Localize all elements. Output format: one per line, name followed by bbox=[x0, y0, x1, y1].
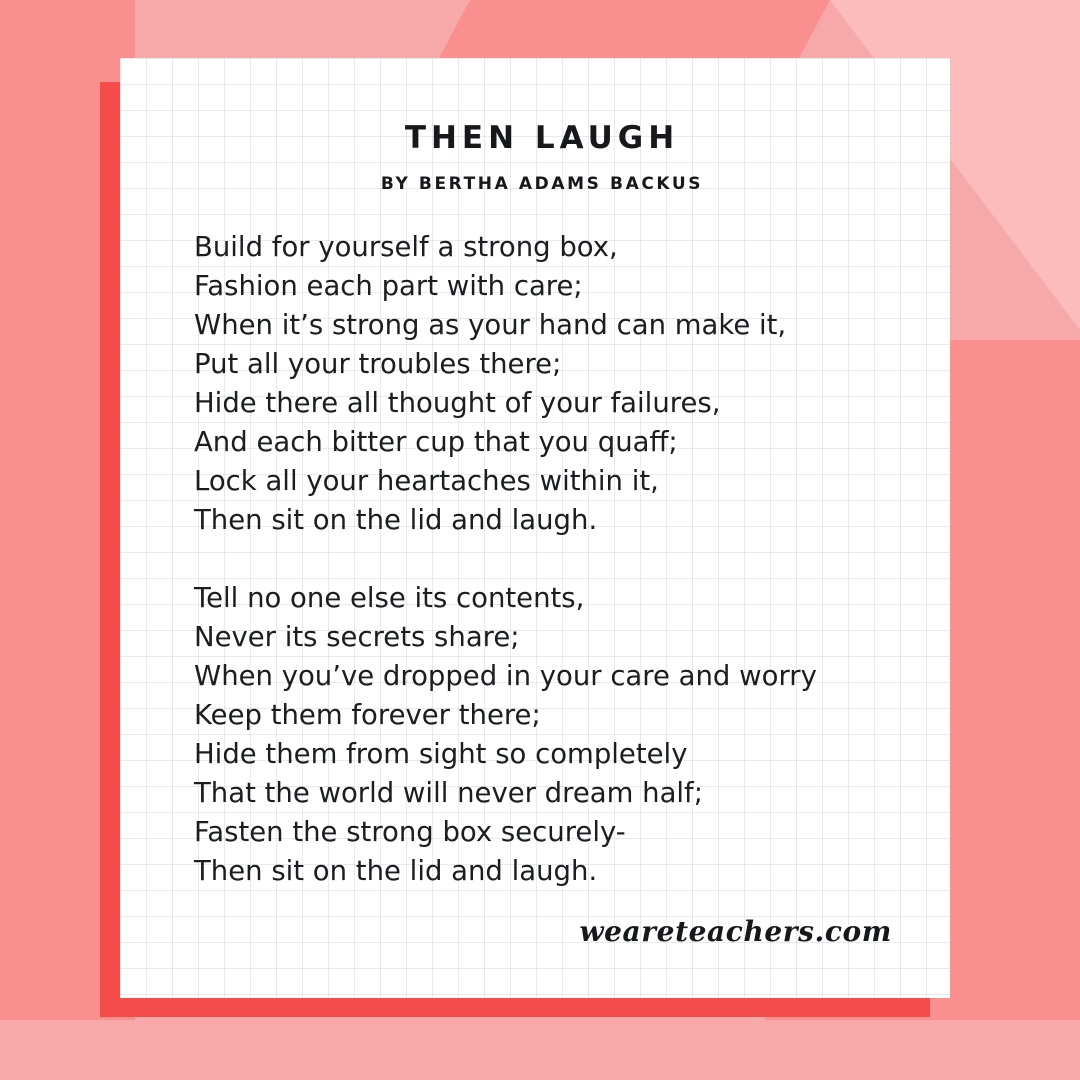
poem-line: Put all your troubles there; bbox=[194, 348, 562, 380]
poem-line: Fasten the strong box securely- bbox=[194, 816, 626, 848]
poem-line: Hide there all thought of your failures, bbox=[194, 387, 721, 419]
poem-line: Hide them from sight so completely bbox=[194, 738, 688, 770]
page-title: THEN LAUGH bbox=[404, 120, 680, 156]
poem-line: Keep them forever there; bbox=[194, 699, 541, 731]
background-strip-bottom bbox=[0, 1020, 1080, 1080]
poem-card bbox=[120, 58, 950, 998]
poem-stanza bbox=[194, 579, 892, 891]
poem-line: Fashion each part with care; bbox=[194, 270, 583, 302]
poem-line: When it’s strong as your hand can make it, bbox=[194, 309, 787, 341]
poem-line: Then sit on the lid and laugh. bbox=[194, 855, 598, 887]
poem-line: Never its secrets share; bbox=[194, 621, 520, 653]
site-credit: weareteachers.com bbox=[579, 915, 892, 948]
poem-body bbox=[192, 228, 892, 891]
poem-card-content bbox=[120, 58, 950, 998]
poem-author: BY BERTHA ADAMS BACKUS bbox=[380, 174, 704, 194]
poem-line: Lock all your heartaches within it, bbox=[194, 465, 659, 497]
poem-line: Tell no one else its contents, bbox=[194, 582, 585, 614]
poem-line: Build for yourself a strong box, bbox=[194, 231, 618, 263]
poem-stanza bbox=[194, 228, 892, 540]
poem-line: And each bitter cup that you quaff; bbox=[194, 426, 678, 458]
poem-line: When you’ve dropped in your care and worry bbox=[194, 660, 817, 692]
poem-line: That the world will never dream half; bbox=[194, 777, 704, 809]
poem-line: Then sit on the lid and laugh. bbox=[194, 504, 598, 536]
